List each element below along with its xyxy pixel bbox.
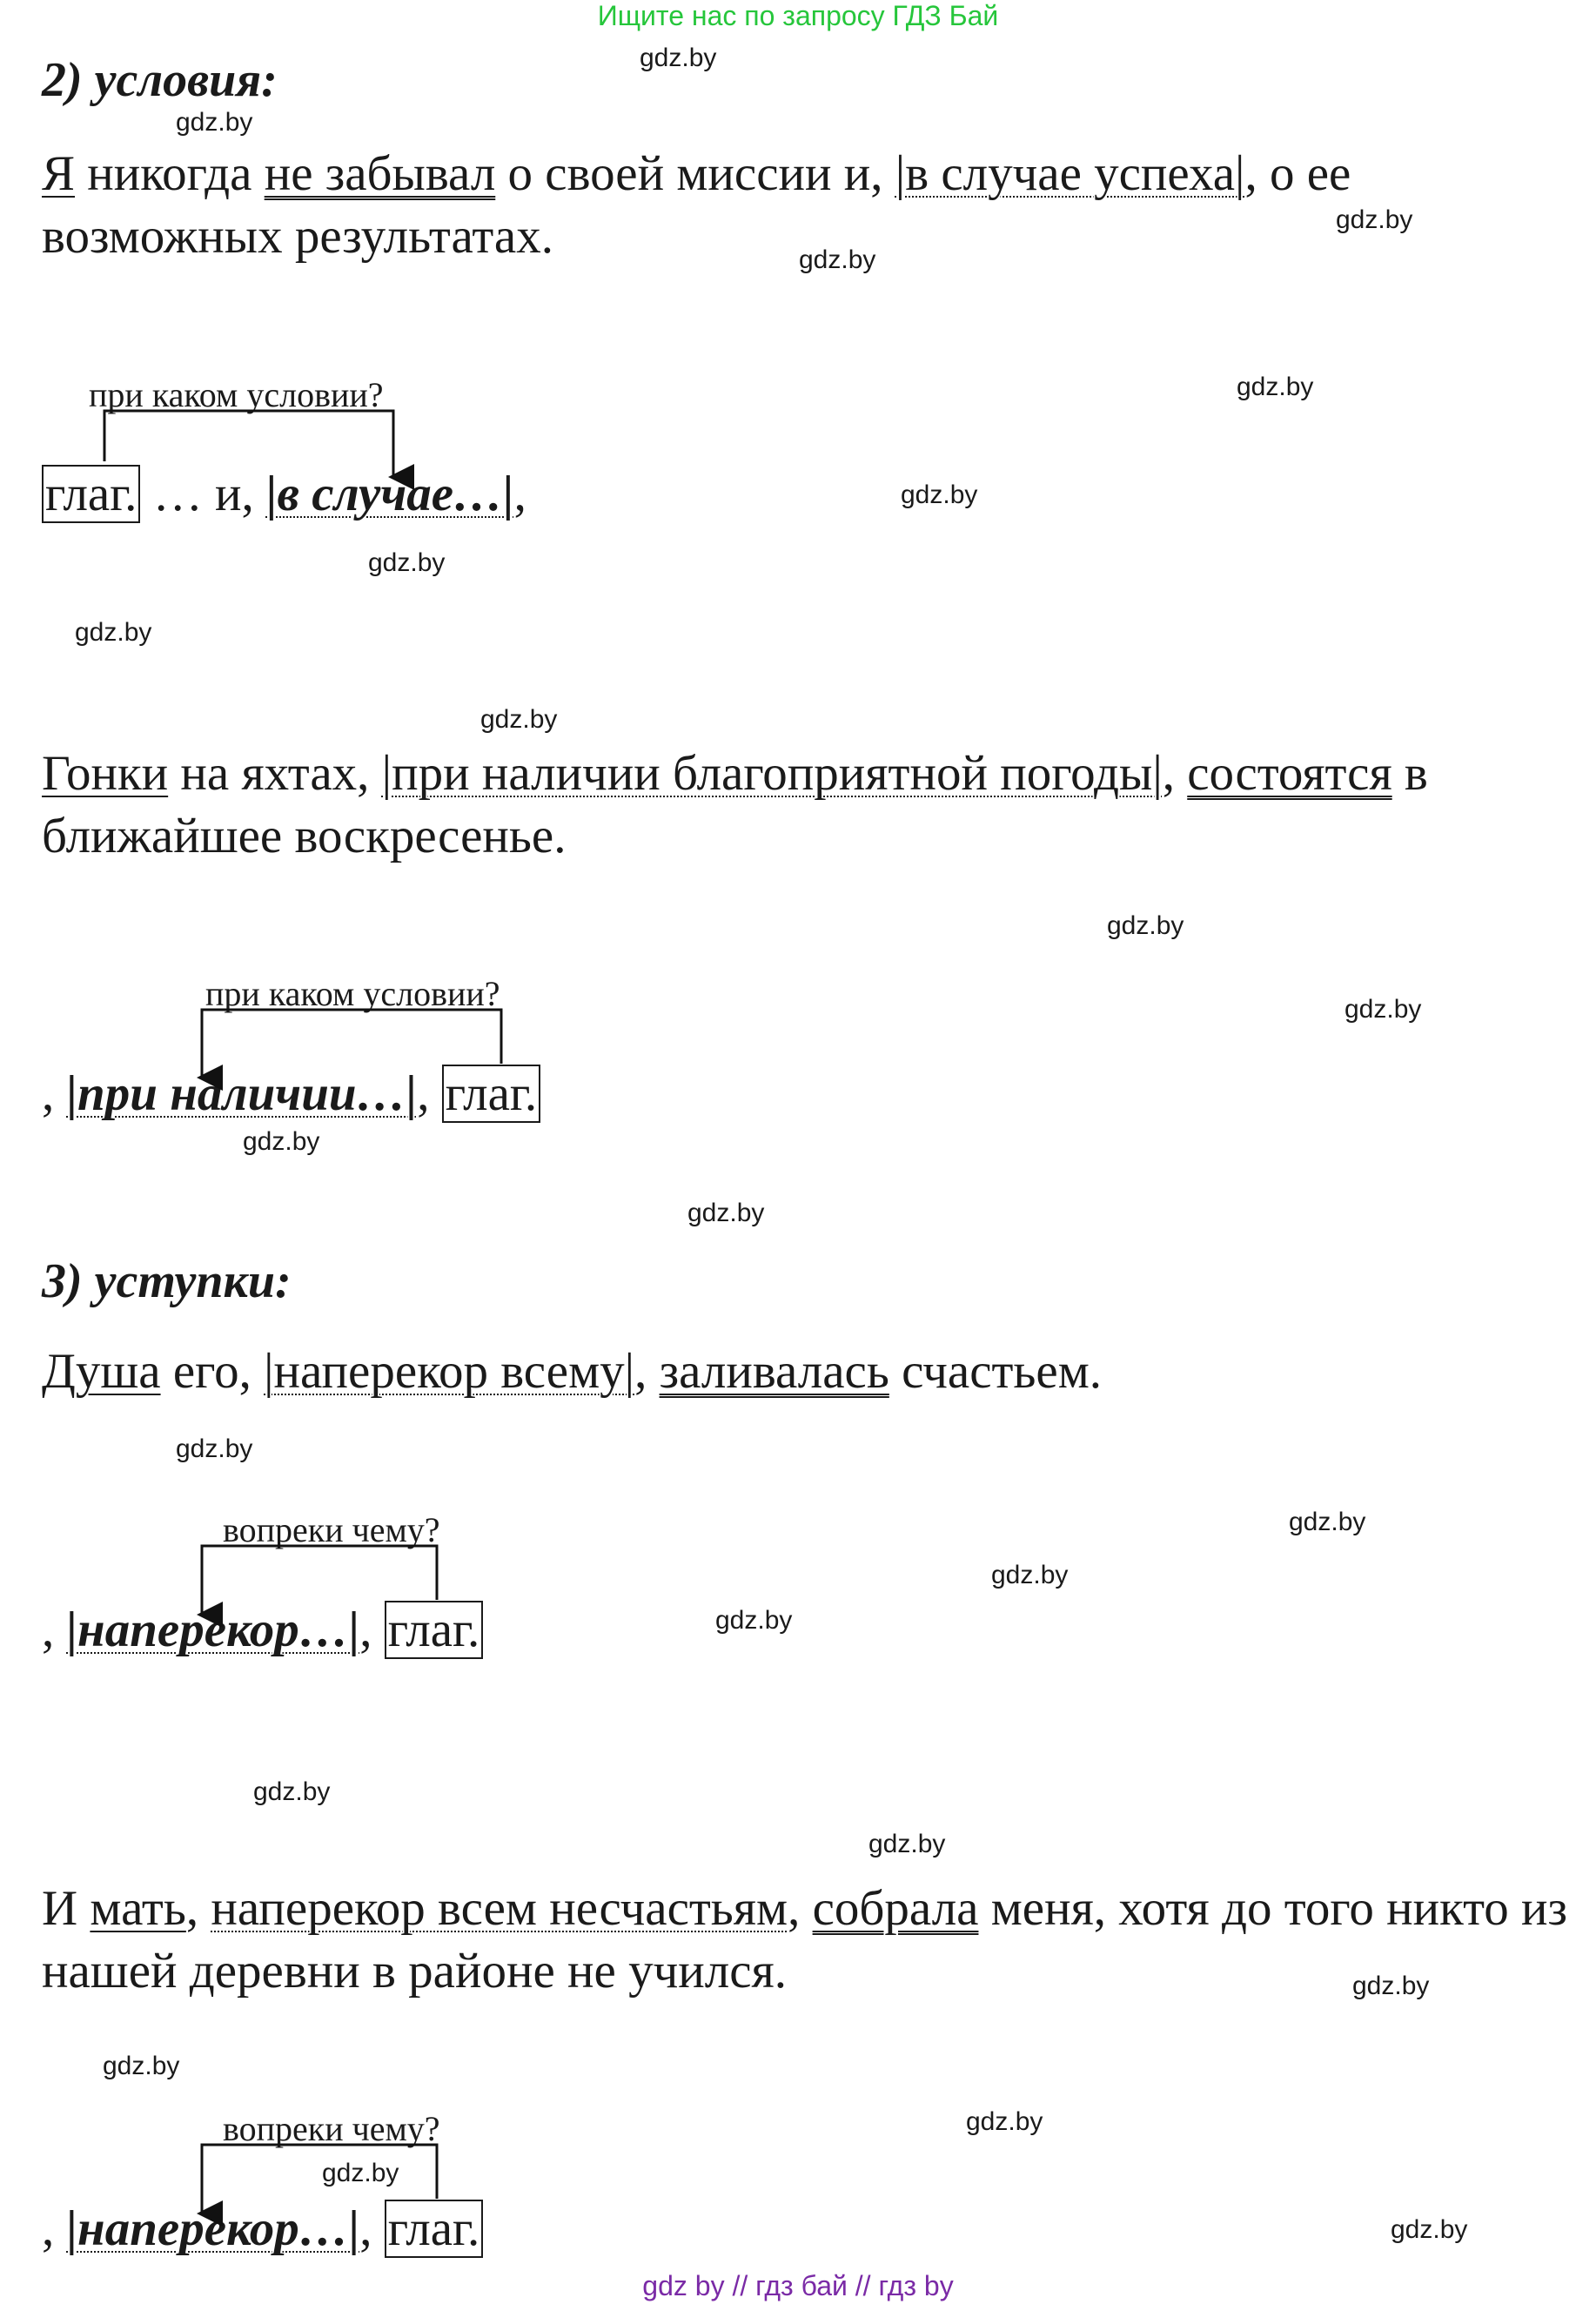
footer-links[interactable]: gdz by // гдз бай // гдз by xyxy=(642,2270,954,2301)
text-fragment: о своей миссии и, xyxy=(495,146,895,201)
scheme-text: … и, xyxy=(140,467,266,521)
bracket-line xyxy=(202,1010,501,1078)
watermark: gdz.by xyxy=(868,1830,946,1858)
watermark: gdz.by xyxy=(1345,995,1422,1024)
watermark: gdz.by xyxy=(1237,373,1314,401)
watermark: gdz.by xyxy=(715,1606,793,1635)
text-fragment: , xyxy=(185,1881,211,1936)
watermark: gdz.by xyxy=(1289,1508,1366,1536)
scheme-circumstance: |в случае…| xyxy=(265,467,514,521)
verb-box: глаг. xyxy=(442,1065,540,1123)
watermark: gdz.by xyxy=(1107,911,1184,940)
predicate: заливалась xyxy=(659,1344,889,1399)
scheme-text: , xyxy=(359,1602,385,1657)
text-fragment: , о ее возможных результатах. xyxy=(42,146,1351,264)
scheme-question: вопреки чему? xyxy=(223,1510,440,1549)
circumstance: |при наличии благоприятной погоды| xyxy=(381,746,1163,801)
text-fragment: меня, хотя до того никто из нашей деревни в районе не учился. xyxy=(42,1881,1567,1999)
watermark: gdz.by xyxy=(176,1434,253,1463)
watermark: gdz.by xyxy=(322,2159,399,2187)
top-banner[interactable]: Ищите нас по запросу ГДЗ Бай xyxy=(597,0,999,31)
watermark: gdz.by xyxy=(901,480,978,509)
text-fragment: в ближайшее воскресенье. xyxy=(42,746,1428,863)
watermark: gdz.by xyxy=(687,1199,765,1227)
text-fragment: И xyxy=(42,1881,91,1936)
watermark: gdz.by xyxy=(991,1561,1069,1589)
scheme-text: , xyxy=(42,1602,67,1657)
section-3-heading: 3) уступки: xyxy=(42,1254,292,1308)
subject: Гонки xyxy=(42,746,169,801)
subject: Я xyxy=(42,146,76,201)
watermark: gdz.by xyxy=(103,2052,180,2080)
verb-box: глаг. xyxy=(385,2200,483,2258)
watermark: gdz.by xyxy=(1352,1972,1430,2000)
scheme-question: вопреки чему? xyxy=(223,2109,440,2148)
scheme-question: при каком условии? xyxy=(205,974,500,1013)
verb-box: глаг. xyxy=(42,465,140,523)
scheme-text: , xyxy=(42,1066,67,1121)
watermark: gdz.by xyxy=(1391,2215,1468,2244)
scheme-text: , xyxy=(417,1066,442,1121)
watermark: gdz.by xyxy=(176,108,253,137)
bracket-line xyxy=(202,1546,437,1615)
text-fragment: счастьем. xyxy=(889,1344,1103,1399)
subject: Душа xyxy=(42,1344,161,1399)
scheme-circumstance: |наперекор…| xyxy=(66,1602,360,1657)
circumstance: |наперекор всему| xyxy=(264,1344,635,1399)
scheme-text: , xyxy=(42,2201,67,2256)
watermark: gdz.by xyxy=(799,245,876,274)
watermark: gdz.by xyxy=(243,1127,320,1156)
scheme-circumstance: |наперекор…| xyxy=(66,2201,360,2256)
text-fragment: , xyxy=(1162,746,1188,801)
watermark: gdz.by xyxy=(253,1777,331,1806)
bracket-line xyxy=(202,2145,437,2214)
bracket-line xyxy=(104,411,393,477)
scheme-circumstance: |при наличии…| xyxy=(66,1066,418,1121)
subject: мать xyxy=(90,1881,186,1936)
text-fragment: на яхтах, xyxy=(168,746,382,801)
text-fragment: , xyxy=(788,1881,813,1936)
text-fragment: , xyxy=(634,1344,660,1399)
scheme-question: при каком условии? xyxy=(89,375,384,414)
verb-box: глаг. xyxy=(385,1601,483,1659)
watermark: gdz.by xyxy=(368,548,446,577)
scheme-text: , xyxy=(513,467,526,521)
section-2-heading: 2) условия: xyxy=(42,53,278,107)
text-fragment: никогда xyxy=(75,146,265,201)
predicate: собрала xyxy=(812,1881,979,1936)
text-fragment: его, xyxy=(160,1344,265,1399)
predicate: не забывал xyxy=(264,146,496,201)
watermark: gdz.by xyxy=(75,618,152,647)
watermark: gdz.by xyxy=(640,44,717,72)
circumstance: |в случае успеха| xyxy=(895,146,1245,201)
predicate: состоятся xyxy=(1187,746,1392,801)
watermark: gdz.by xyxy=(480,705,558,734)
scheme-text: , xyxy=(359,2201,385,2256)
watermark: gdz.by xyxy=(1336,205,1413,234)
watermark: gdz.by xyxy=(966,2107,1043,2136)
circumstance: наперекор всем несчастьям xyxy=(211,1881,788,1936)
